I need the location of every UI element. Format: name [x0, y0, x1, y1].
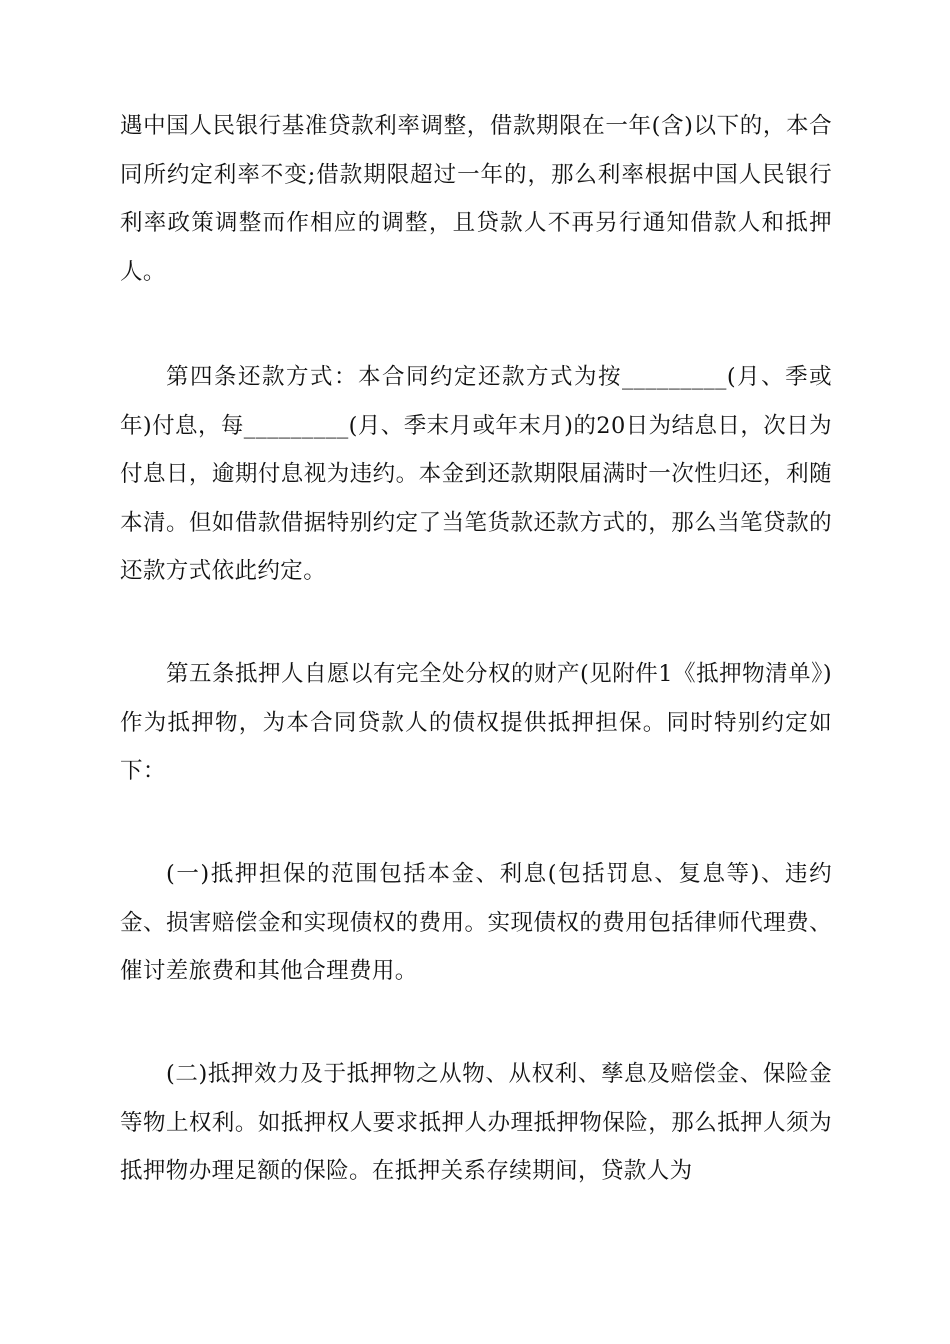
- paragraph-article-4-repayment: 第四条还款方式：本合同约定还款方式为按_________(月、季或年)付息，每_________(月、季末月或年末月)的20日为结息日，次日为付息日，逾期付息视为违约。本金到还款期限届满时一次性归还，利随本清。但如借款借据特别约定了当笔货款还款方式的，那么当笔贷款的还款方式依此约定。: [120, 364, 832, 584]
- paragraph-clause-2-effect: (二)抵押效力及于抵押物之从物、从权利、孳息及赔偿金、保险金等物上权利。如抵押权人要求抵押人办理抵押物保险，那么抵押人须为抵押物办理足额的保险。在抵押关系存续期间，贷款人为: [120, 1061, 832, 1184]
- paragraph-interest-rate-adjustment: 遇中国人民银行基准贷款利率调整，借款期限在一年(含)以下的，本合同所约定利率不变;借款期限超过一年的，那么利率根据中国人民银行利率政策调整而作相应的调整，且贷款人不再另行通知借款人和抵押人。: [120, 113, 832, 285]
- paragraph-clause-1-scope: (一)抵押担保的范围包括本金、利息(包括罚息、复息等)、违约金、损害赔偿金和实现债权的费用。实现债权的费用包括律师代理费、催讨差旅费和其他合理费用。: [120, 861, 832, 984]
- paragraph-article-5-mortgage: 第五条抵押人自愿以有完全处分权的财产(见附件1《抵押物清单》)作为抵押物，为本合同贷款人的债权提供抵押担保。同时特别约定如下：: [120, 661, 832, 784]
